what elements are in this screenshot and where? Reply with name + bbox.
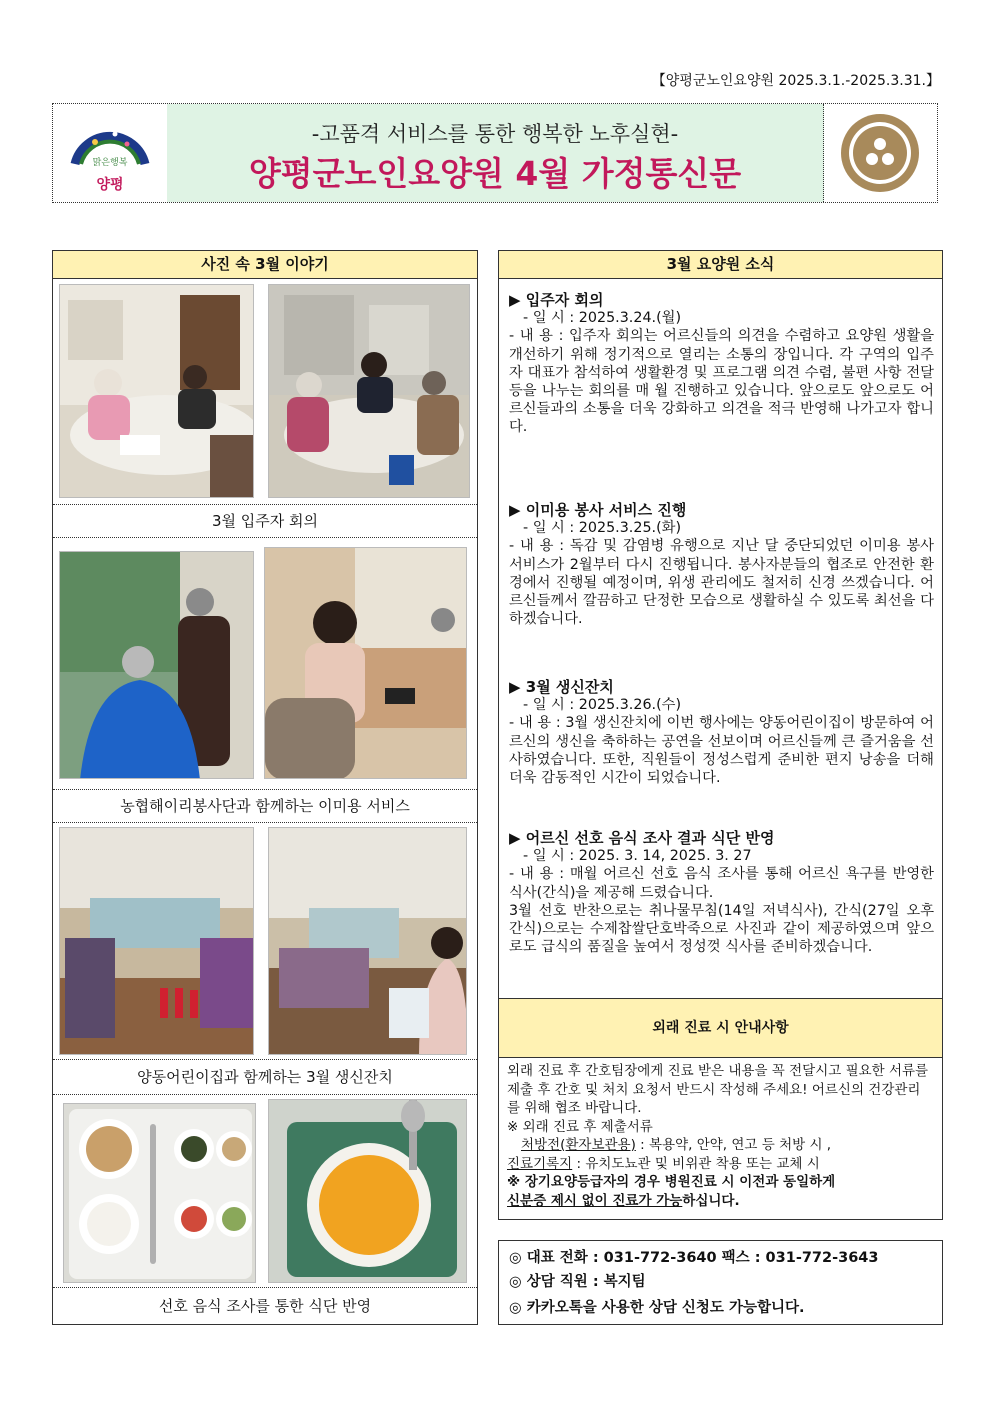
contact-kakao: ◎ 카카오톡을 사용한 상담 신청도 가능합니다. — [509, 1300, 805, 1316]
news-item-date: - 일 시 : 2025. 3. 14, 2025. 3. 27 — [523, 848, 752, 865]
notice-underlined-text: 신분증 제시 없이 진료가 가능 — [507, 1192, 683, 1209]
news-item-hair-service — [509, 501, 934, 628]
notice-line: 외래 진료 후 간호팀장에게 진료 받은 내용을 꼭 전달시고 필요한 서류를 제출 후 간호 및 처치 요청서 반드시 작성해 주세요! 어르신의 건강관리를 위해 협조 바랍니다. — [507, 1063, 929, 1116]
contact-staff: ◎ 상담 직원 : 복지팀 — [509, 1274, 646, 1290]
photo-section-heading: 사진 속 3월 이야기 — [53, 251, 477, 279]
notice-heading: 외래 진료 시 안내사항 — [499, 998, 942, 1058]
news-item-date: - 일 시 : 2025.3.24.(월) — [523, 310, 682, 327]
news-item-body: - 내 용 : 매월 어르신 선호 음식 조사를 통해 어르신 욕구를 반영한 식사(간식)을 제공해 드렸습니다. — [509, 866, 934, 901]
doc-text: : 유치도뇨관 및 비위관 착용 또는 교체 시 — [572, 1155, 820, 1172]
title-cell — [167, 104, 824, 202]
period-label: 【양평군노인요양원 2025.3.1.-2025.3.31.】 — [651, 73, 940, 89]
news-item-resident-meeting — [509, 291, 934, 437]
notice-rest-text: 하십니다. — [682, 1192, 740, 1209]
news-item-body: - 내 용 : 독감 및 감염병 유행으로 지난 달 중단되었던 이미용 봉사 서비스가 2월부터 다시 진행됩니다. 봉사자분들의 협조로 안전한 환경에서 진행될 예정이며, 위생 관리에도 철저히 신경 쓰겠습니다. 어르신들께서 깔끔하고 단정한 모습으로 생활하실 수 있도록 최선을 다하겠습니다. — [509, 538, 934, 628]
news-item-body-extra: 3월 선호 반찬으로는 취나물무침(14일 저녁식사), 간식(27일 오후간식)으로는 수제찹쌀단호박죽으로 사진과 같이 제공하였으며 앞으로도 급식의 품질을 높여서 정성껏 식사를 준비하겠습니다. — [509, 902, 934, 956]
photo-resident-meeting-1 — [59, 284, 254, 498]
news-item-body: - 내 용 : 입주자 회의는 어르신들의 의견을 수렴하고 요양원 생활을 개선하기 위해 정기적으로 열리는 소통의 장입니다. 각 구역의 입주자 대표가 참석하여 생활환경 및 프로그램 의견 수렴, 불편 사항 전달 등을 나누는 회의를 매 월 진행하고 있습니다. 앞으로도 앞으로도 어르신들과의 소통을 더욱 강화하고 의견을 적극 반영해 나가고자 합니다. — [509, 328, 934, 436]
doc-label: 처방전(환자보관용) — [521, 1137, 636, 1153]
photo-birthday-party-2 — [268, 827, 467, 1055]
doc-text: : 복용약, 안약, 연고 등 처방 시 , — [635, 1137, 832, 1153]
photo-meal-tray — [63, 1103, 256, 1283]
doc-label: 진료기록지 — [507, 1155, 573, 1172]
photo-birthday-party-1 — [59, 827, 254, 1055]
news-item-date: - 일 시 : 2025.3.25.(화) — [523, 520, 682, 537]
photo-pumpkin-porridge — [268, 1099, 467, 1283]
notice-doc-2 — [507, 1155, 932, 1174]
news-item-birthday-party — [509, 678, 934, 787]
news-section — [498, 250, 943, 1220]
photo-hair-service-1 — [59, 551, 254, 779]
newsletter-header — [52, 103, 938, 203]
news-section-heading: 3월 요양원 소식 — [499, 251, 942, 279]
caption-hair-service: 농협해이리봉사단과 함께하는 이미용 서비스 — [53, 789, 477, 823]
caption-birthday-party: 양동어린이집과 함께하는 3월 생신잔치 — [53, 1059, 477, 1095]
news-item-body: - 내 용 : 3월 생신잔치에 이번 행사에는 양동어린이집이 방문하여 어르신의 생신을 축하하는 공연을 선보이며 어르신들께 큰 즐거움을 선사하였습니다. 또한, 직원들이 정성스럽게 준비한 편지 낭송을 더해 더욱 감동적인 시간이 되었습니다. — [509, 715, 934, 787]
seal-cell — [823, 104, 937, 202]
logo-cell — [53, 104, 168, 202]
caption-resident-meeting: 3월 입주자 회의 — [53, 504, 477, 538]
notice-bold-line-2 — [507, 1192, 932, 1211]
contact-phone: ◎ 대표 전화 : 031-772-3640 팩스 : 031-772-3643 — [509, 1250, 879, 1266]
notice-body — [507, 1062, 932, 1210]
photo-section — [52, 250, 478, 1325]
contact-box — [498, 1240, 943, 1325]
notice-doc-1 — [507, 1136, 932, 1155]
seal-emblem-icon — [823, 104, 937, 202]
caption-meal-survey: 선호 음식 조사를 통한 식단 반영 — [53, 1287, 477, 1324]
news-item-title: ▶ 어르신 선호 음식 조사 결과 식단 반영 — [509, 829, 775, 847]
news-item-date: - 일 시 : 2025.3.26.(수) — [523, 697, 682, 714]
notice-bold-line: ※ 장기요양등급자의 경우 병원진료 시 이전과 동일하게 — [507, 1174, 836, 1190]
photo-resident-meeting-2 — [268, 284, 470, 498]
notice-line: ※ 외래 진료 후 제출서류 — [507, 1118, 653, 1135]
logo-text: 양평 — [96, 177, 124, 193]
subtitle: -고품격 서비스를 통한 행복한 노후실현- — [311, 122, 679, 146]
news-item-meal-survey — [509, 829, 934, 956]
logo-small-text: 맑은행복 — [92, 158, 128, 168]
page-title: 양평군노인요양원 4월 가정통신문 — [248, 154, 742, 193]
news-item-title: ▶ 이미용 봉사 서비스 진행 — [509, 501, 687, 519]
photo-hair-service-2 — [264, 547, 467, 779]
news-item-title: ▶ 입주자 회의 — [509, 291, 604, 309]
news-item-title: ▶ 3월 생신잔치 — [509, 678, 614, 696]
